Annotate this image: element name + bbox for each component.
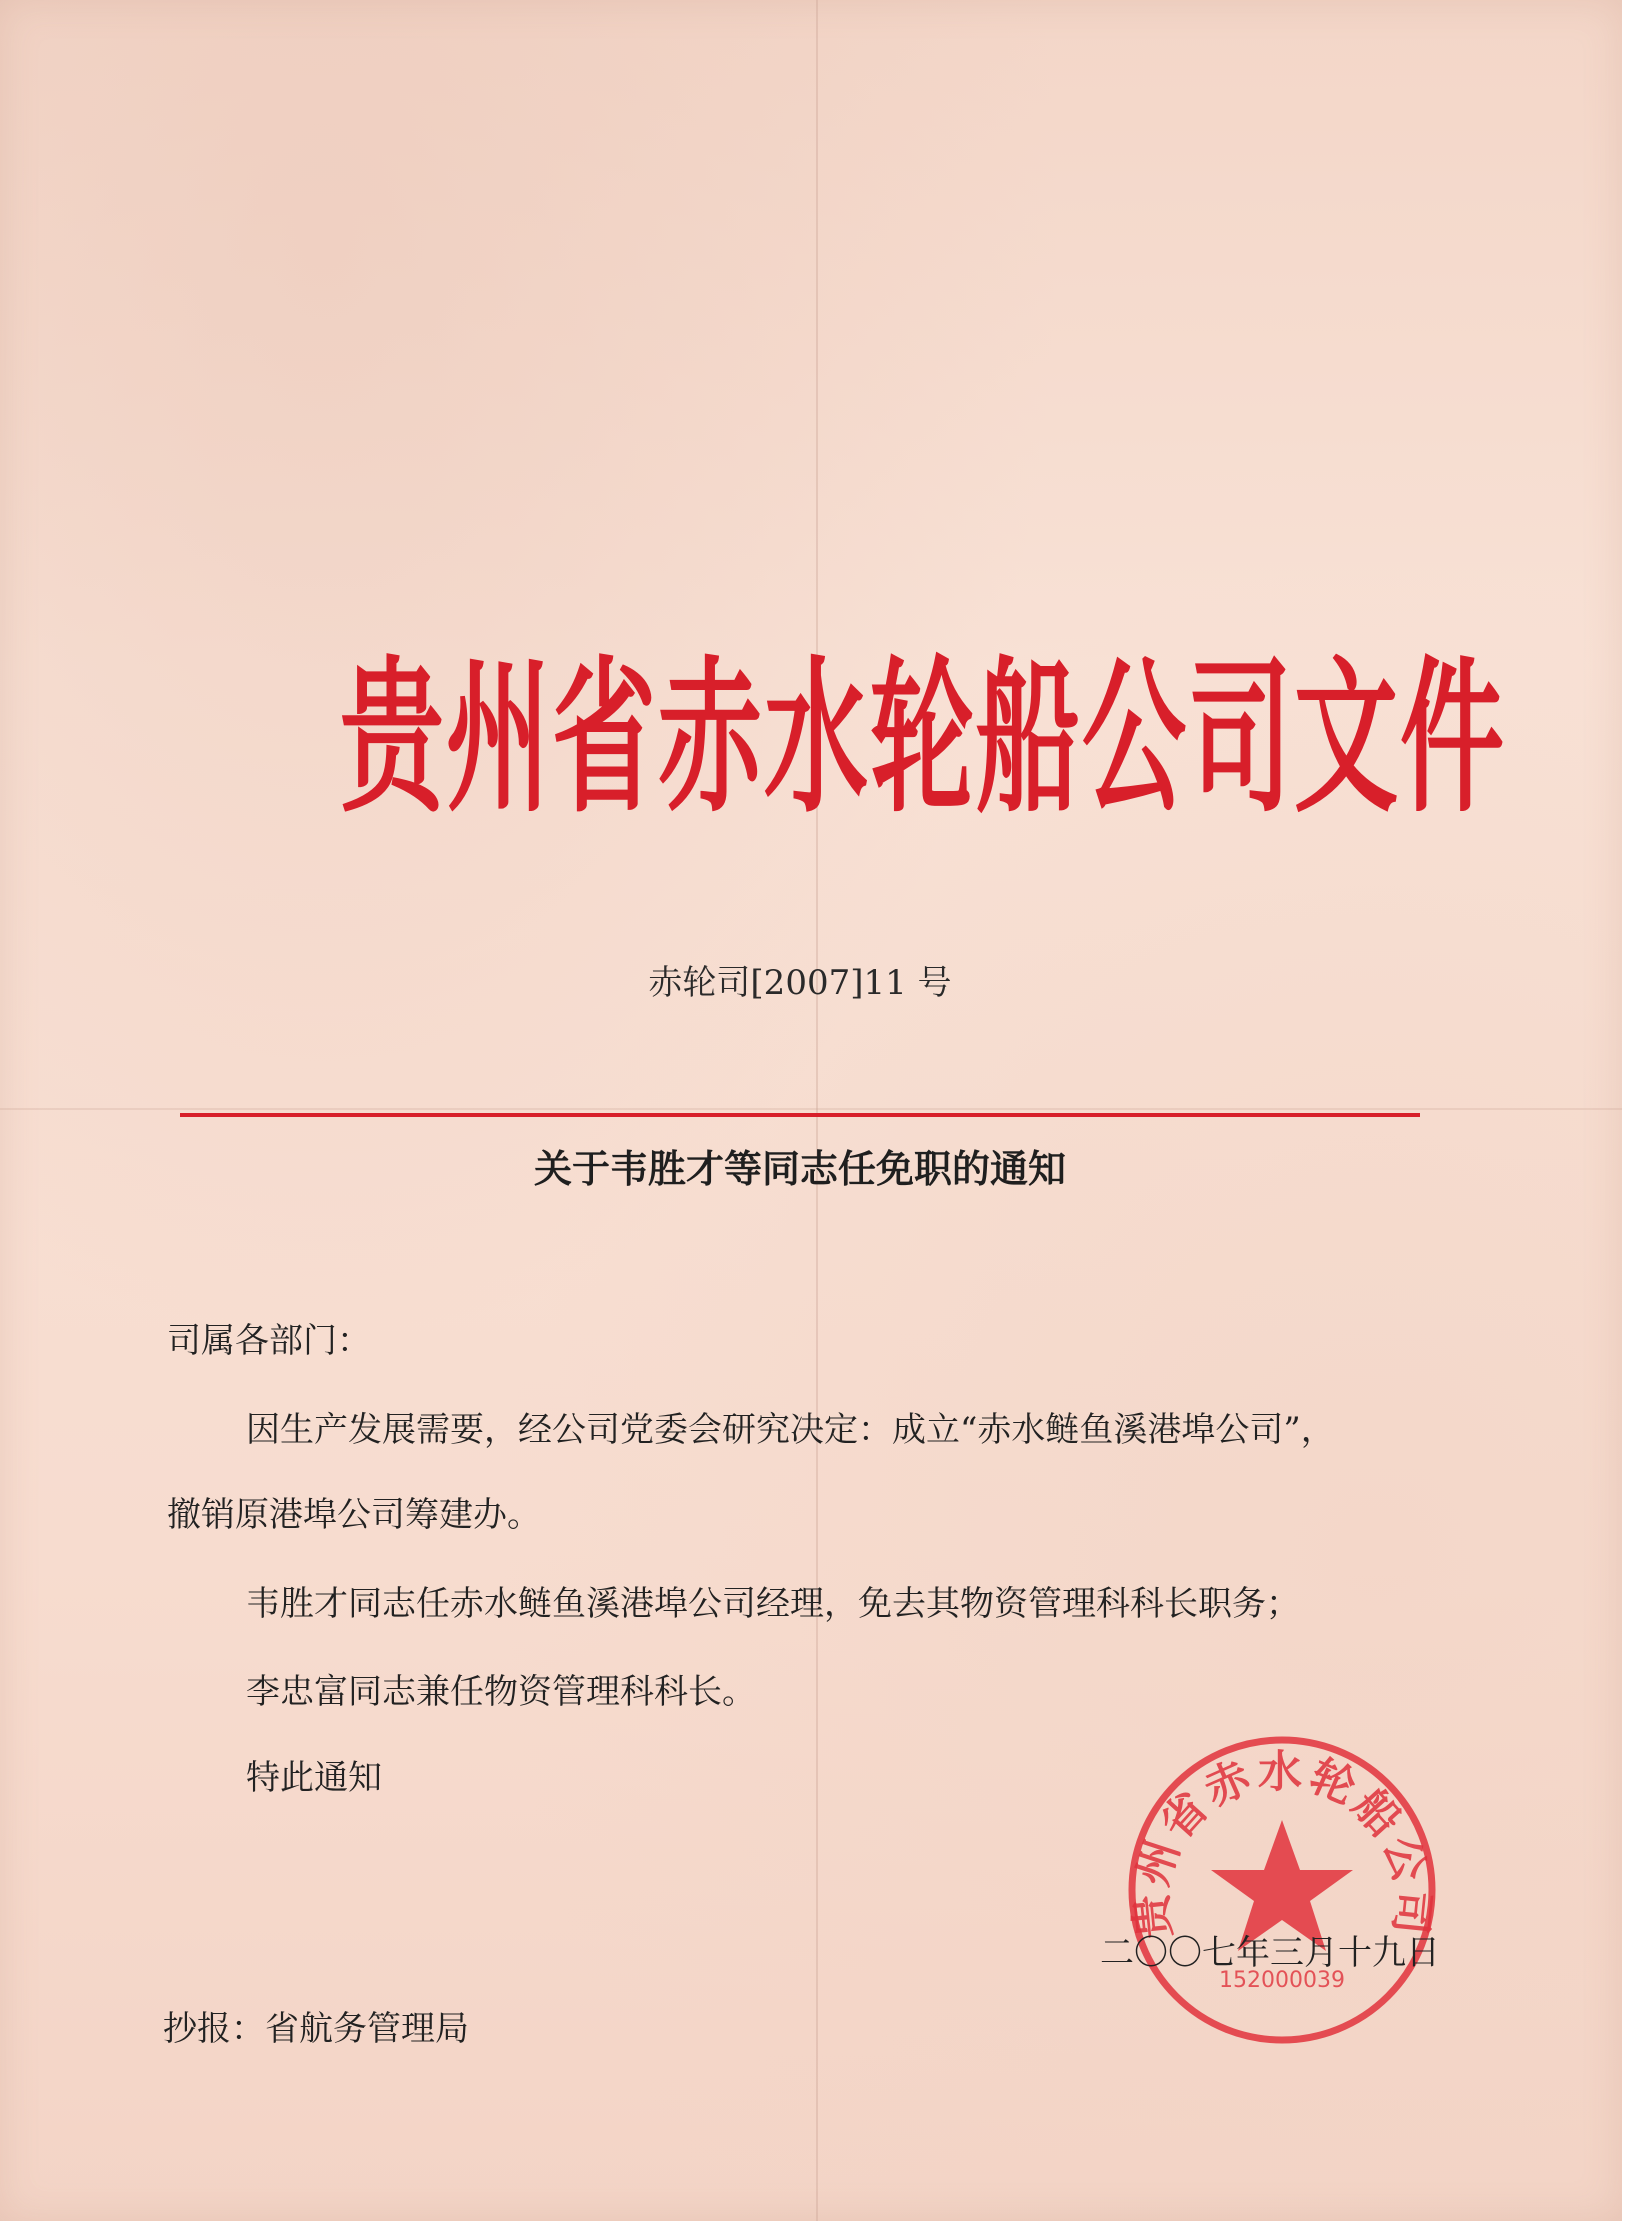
paragraph-1-cont: 撤销原港埠公司筹建办。 bbox=[167, 1495, 541, 1535]
seal-code: 152000039 bbox=[1219, 1968, 1345, 1993]
salutation: 司属各部门： bbox=[167, 1321, 371, 1361]
paragraph-1: 因生产发展需要，经公司党委会研究决定：成立“赤水鲢鱼溪港埠公司”， bbox=[246, 1410, 1335, 1450]
scan-edge bbox=[1622, 0, 1633, 2221]
seal-text: 贵州省赤水轮船公司 bbox=[1125, 1746, 1439, 1941]
paragraph-2: 韦胜才同志任赤水鲢鱼溪港埠公司经理，免去其物资管理科科长职务； bbox=[246, 1584, 1300, 1624]
document-header-title: 贵州省赤水轮船公司文件 bbox=[340, 640, 1507, 836]
red-divider bbox=[180, 1113, 1420, 1117]
paragraph-3: 李忠富同志兼任物资管理科科长。 bbox=[246, 1672, 756, 1712]
fold-line-vertical bbox=[816, 0, 818, 2221]
issue-date: 二〇〇七年三月十九日 bbox=[1100, 1933, 1440, 1973]
document-number: 赤轮司[2007]11 号 bbox=[648, 963, 952, 1003]
closing-phrase: 特此通知 bbox=[246, 1758, 382, 1798]
fold-line-horizontal bbox=[0, 1108, 1622, 1110]
company-seal bbox=[1117, 1725, 1447, 2055]
cc-line: 抄报：省航务管理局 bbox=[163, 2009, 469, 2049]
document-subject: 关于韦胜才等同志任免职的通知 bbox=[533, 1146, 1066, 1191]
